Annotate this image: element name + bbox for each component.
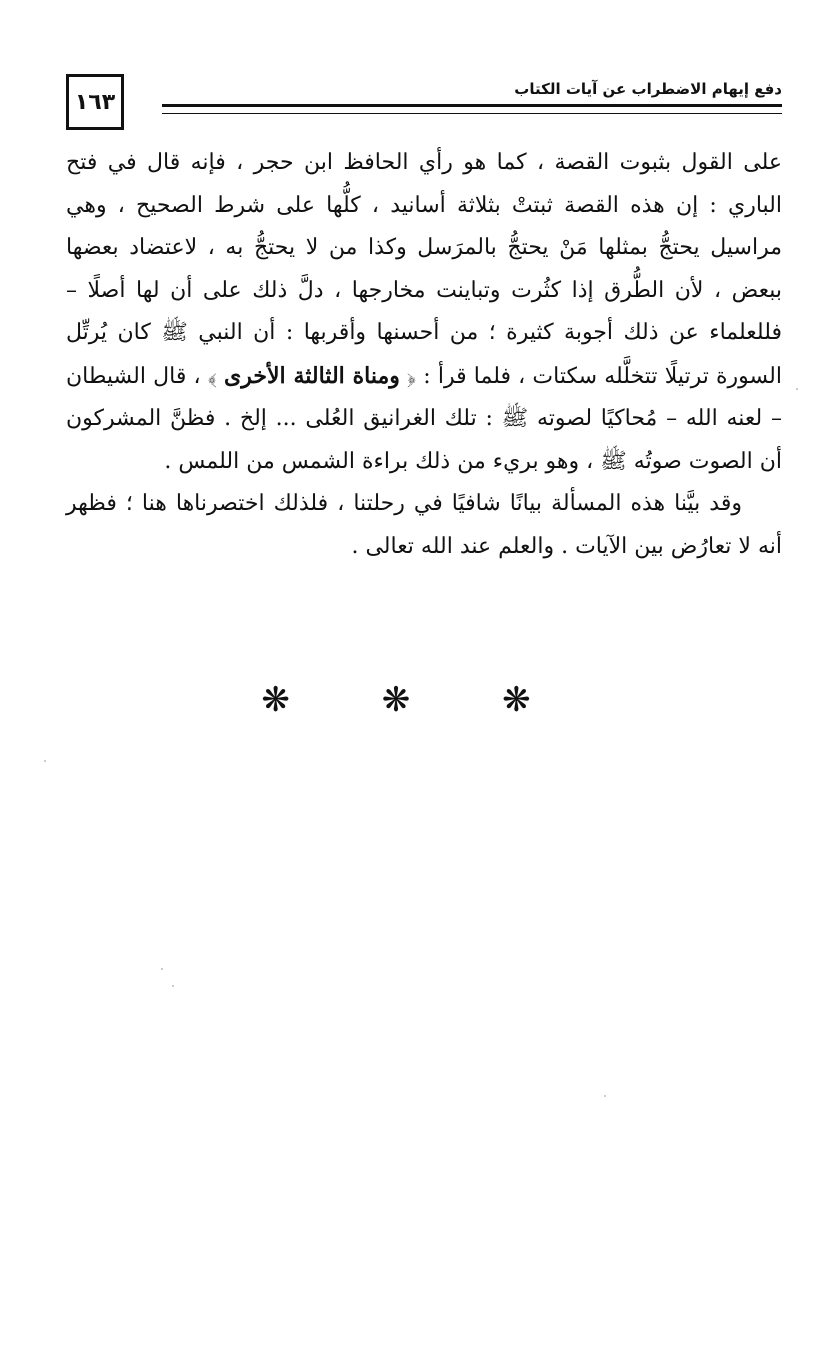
section-separator-stars: ❋ ❋ ❋: [261, 680, 571, 720]
scan-speck: [161, 968, 163, 970]
paragraph-1: [66, 142, 782, 483]
paragraph-1-part-1: على القول بثبوت القصة ، كما هو رأي الحافظ ابن حجر ، فإنه قال في فتح الباري : إن هذه القصة ثبتتْ بثلاثة أسانيد ، كلُّها على شرط الصحيح ، وهي مراسيل يحتجُّ بمثلها مَنْ يحتجُّ بالمرَسل وكذا من لا يحتجُّ به ، لاعتضاد بعضها ببعض ، لأن الطُّرق إذا كثُرت وتباينت مخارجها ، دلَّ ذلك على أن لها أصلًا – فللعلماء عن ذلك أجوبة كثيرة ؛ من أحسنها وأقربها : أن النبي ﷺ كان يُرتِّل السورة ترتيلًا تتخلَّله سكتات ، فلما قرأ : ﴿: [66, 150, 782, 389]
scan-speck: [44, 760, 46, 762]
running-title: دفع إيهام الاضطراب عن آيات الكتاب: [514, 80, 782, 98]
scan-speck: [172, 985, 174, 987]
quran-quote-bold: ومناة الثالثة الأخرى: [224, 362, 400, 389]
page-number: ١٦٣: [66, 74, 124, 130]
paragraph-2: وقد بيَّنا هذه المسألة بيانًا شافيًا في رحلتنا ، فلذلك اختصرناها هنا ؛ فظهر أنه لا تعارُض بين الآيات . والعلم عند الله تعالى .: [66, 491, 782, 559]
page-header: [66, 74, 782, 136]
header-rule: [162, 104, 782, 114]
body-text: [66, 142, 782, 568]
scan-speck: [604, 1095, 606, 1097]
paragraph-1-part-2: ﴾ ، قال الشيطان – لعنه الله – مُحاكيًا لصوته ﷺ : تلك الغرانيق العُلى ... إلخ . فظنَّ المشركون أن الصوت صوتُه ﷺ ، وهو بريء من ذلك براءة الشمس من اللمس .: [66, 363, 782, 474]
scan-speck: [796, 388, 798, 390]
